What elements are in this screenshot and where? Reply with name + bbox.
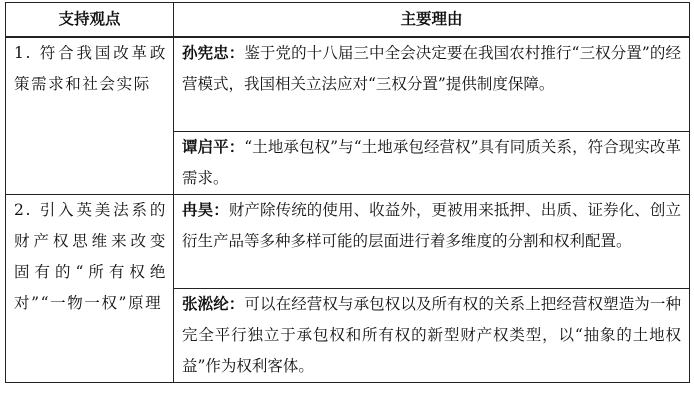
name-separator: ： <box>213 201 229 219</box>
header-main-reason: 主要理由 <box>174 3 690 38</box>
scholar-name: 冉昊 <box>182 201 214 219</box>
table-row <box>6 195 690 289</box>
viewpoint-cell-1: 1. 符合我国改革政策需求和社会实际 <box>6 37 174 195</box>
table-header-row <box>6 3 690 38</box>
scholar-name: 孙宪忠 <box>182 44 229 62</box>
reason-cell <box>174 132 690 195</box>
name-separator: ： <box>228 138 245 156</box>
reason-text: 鉴于党的十八届三中全会决定要在我国农村推行“三权分置”的经营模式，我国相关立法应对“三权分置”提供制度保障。 <box>182 44 681 93</box>
scholar-name: 张淞纶 <box>182 295 229 313</box>
scholar-name: 谭启平 <box>182 138 229 156</box>
reason-text: 财产除传统的使用、收益外，更被用来抵押、出质、证券化、创立衍生产品等多种多样可能的层面进行着多维度的分割和权利配置。 <box>182 201 681 250</box>
reason-cell <box>174 289 690 383</box>
header-supporting-view: 支持观点 <box>6 3 174 38</box>
reason-cell <box>174 37 690 132</box>
name-separator: ： <box>228 44 245 62</box>
reason-cell <box>174 195 690 289</box>
viewpoint-cell-2: 2. 引入英美法系的财产权思维来改变固有的“所有权绝对”“一物一权”原理 <box>6 195 174 383</box>
reason-text: 可以在经营权与承包权以及所有权的关系上把经营权塑造为一种完全平行独立于承包权和所有权的新型财产权类型，以“抽象的土地权益”作为权利客体。 <box>182 295 681 375</box>
viewpoints-table <box>5 2 690 383</box>
table-row <box>6 37 690 132</box>
reason-text: “土地承包权”与“土地承包经营权”具有同质关系，符合现实改革需求。 <box>182 138 681 187</box>
name-separator: ： <box>228 295 245 313</box>
